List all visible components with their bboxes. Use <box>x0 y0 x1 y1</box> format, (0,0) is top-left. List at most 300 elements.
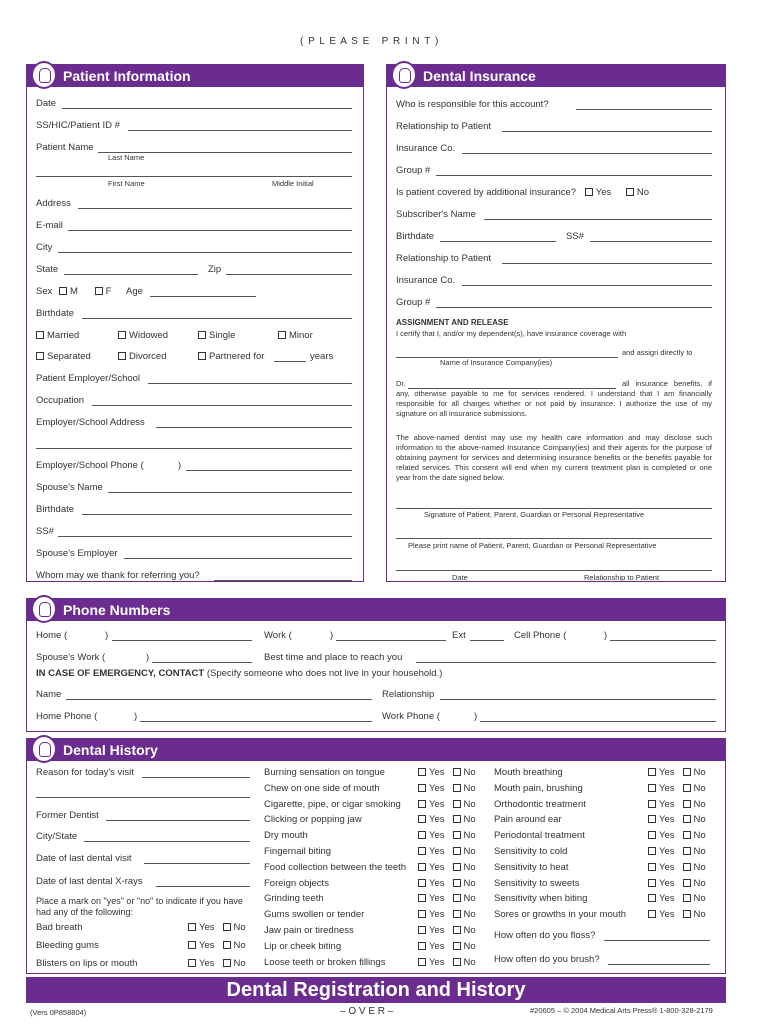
emergency-work-close: ) <box>474 711 478 722</box>
no-label: No <box>693 877 706 889</box>
no-label: No <box>693 861 706 873</box>
emergency-home-close: ) <box>134 711 138 722</box>
birthdate-label: Birthdate <box>36 308 75 319</box>
history-instructions: Place a mark on "yes" or "no" to indicate if you have had any of the following: <box>36 896 243 917</box>
city-field[interactable] <box>58 252 352 253</box>
no-checkbox[interactable] <box>683 815 691 823</box>
tooth-icon <box>31 735 57 763</box>
minor-checkbox[interactable] <box>278 331 286 339</box>
mid-item-label: Foreign objects <box>264 877 329 889</box>
yes-label: Yes <box>659 782 675 794</box>
last-xrays-field[interactable] <box>156 886 250 887</box>
birthdate-field[interactable] <box>82 318 352 319</box>
yes-checkbox[interactable] <box>648 879 656 887</box>
no-label: No <box>463 893 476 905</box>
emergency-label: IN CASE OF EMERGENCY, CONTACT <box>36 668 205 679</box>
yes-label: Yes <box>659 846 675 857</box>
no-checkbox[interactable] <box>453 926 461 934</box>
occupation-label: Occupation <box>36 395 85 406</box>
yes-checkbox[interactable] <box>188 959 196 967</box>
zip-field[interactable] <box>226 274 352 275</box>
yes-checkbox[interactable] <box>188 941 196 949</box>
date-relationship-field[interactable] <box>396 570 712 571</box>
no-label: No <box>463 861 476 873</box>
brush-field[interactable] <box>608 964 710 965</box>
emergency-name-field[interactable] <box>66 699 372 700</box>
occupation-field[interactable] <box>92 405 352 406</box>
no-label: No <box>463 940 476 952</box>
ins-ss-field[interactable] <box>590 241 712 242</box>
additional-insurance-label: Is patient covered by additional insurance? <box>396 187 577 198</box>
no-label: No <box>233 940 246 951</box>
age-label: Age <box>126 286 143 297</box>
right-item-label: Sensitivity to cold <box>494 846 568 857</box>
yes-label: Yes <box>659 830 675 842</box>
sex-f-checkbox[interactable] <box>95 287 103 295</box>
yes-checkbox[interactable] <box>418 847 426 855</box>
yes-checkbox[interactable] <box>648 800 656 808</box>
additional-insurance-row <box>396 187 649 198</box>
no-label: No <box>693 909 706 921</box>
no-label: No <box>463 798 476 810</box>
yes-label: Yes <box>199 922 215 933</box>
subscriber-label: Subscriber's Name <box>396 209 476 220</box>
ss-field[interactable] <box>128 130 352 131</box>
mid-item-label: Dry mouth <box>264 830 308 842</box>
date-field[interactable] <box>62 108 352 109</box>
minor-label: Minor <box>289 330 313 341</box>
cell-label: Cell Phone ( <box>514 630 567 641</box>
group-label: Group # <box>396 165 431 176</box>
yes-label: Yes <box>429 925 445 936</box>
referral-field[interactable] <box>214 580 352 581</box>
right-item-label: Mouth pain, brushing <box>494 782 583 794</box>
no-label: No <box>233 922 246 933</box>
yes-label: Yes <box>659 798 675 810</box>
yes-label: Yes <box>429 846 445 857</box>
spouse-name-label: Spouse's Name <box>36 482 103 493</box>
first-name-field[interactable] <box>36 176 352 177</box>
right-yes-no <box>648 767 706 778</box>
no-checkbox[interactable] <box>683 847 691 855</box>
left-item-label: Bleeding gums <box>36 940 99 951</box>
yes-label: Yes <box>659 909 675 921</box>
yes-checkbox[interactable] <box>648 784 656 792</box>
married-option[interactable] <box>36 330 79 341</box>
no-checkbox[interactable] <box>453 784 461 792</box>
no-checkbox[interactable] <box>683 863 691 871</box>
widowed-checkbox[interactable] <box>118 331 126 339</box>
yes-checkbox[interactable] <box>418 815 426 823</box>
insurance-co2-label: Insurance Co. <box>396 275 456 286</box>
no-checkbox[interactable] <box>453 879 461 887</box>
section-title: Phone Numbers <box>63 602 171 618</box>
no-checkbox[interactable] <box>453 863 461 871</box>
best-time-label: Best time and place to reach you <box>264 652 403 663</box>
former-dentist-field[interactable] <box>106 820 250 821</box>
mid-item-label: Burning sensation on tongue <box>264 767 385 778</box>
insurance-co2-field[interactable] <box>462 285 712 286</box>
no-checkbox[interactable] <box>683 784 691 792</box>
yes-checkbox[interactable] <box>648 831 656 839</box>
no-label: No <box>693 846 706 857</box>
mid-item-label: Clicking or popping jaw <box>264 814 362 826</box>
dr-text: all insurance benefits, if any, otherwise payable to me for services rendered. I understand that I am financially responsible for all charges whether or not paid by insurance. I authorize the use of my signature on all insurance submissions. <box>396 379 712 418</box>
mid-yes-no <box>418 767 476 778</box>
last-name-caption: Last Name <box>108 153 145 162</box>
ext-field[interactable] <box>470 640 504 641</box>
no-checkbox[interactable] <box>223 959 231 967</box>
reason-field[interactable] <box>142 777 250 778</box>
mid-item-label: Chew on one side of mouth <box>264 782 380 794</box>
spouse-work-label: Spouse's Work ( <box>36 652 106 663</box>
insurance-co-field[interactable] <box>462 153 712 154</box>
single-option[interactable] <box>198 330 235 341</box>
no-checkbox[interactable] <box>453 910 461 918</box>
right-item-label: Periodontal treatment <box>494 830 585 842</box>
zip-label: Zip <box>208 264 222 275</box>
relationship2-label: Relationship to Patient <box>396 253 492 264</box>
no-checkbox[interactable] <box>453 831 461 839</box>
floss-label: How often do you floss? <box>494 930 596 941</box>
last-visit-label: Date of last dental visit <box>36 853 132 864</box>
additional-yes-label: Yes <box>595 187 612 198</box>
yes-checkbox[interactable] <box>418 879 426 887</box>
address-label: Address <box>36 198 71 209</box>
yes-checkbox[interactable] <box>648 847 656 855</box>
last-xrays-label: Date of last dental X-rays <box>36 876 143 887</box>
signature-caption: Signature of Patient, Parent, Guardian or Personal Representative <box>424 510 645 519</box>
emergency-relationship-field[interactable] <box>440 699 716 700</box>
left-item-label: Bad breath <box>36 922 83 933</box>
no-label: No <box>463 767 476 778</box>
spouse-ss-label: SS# <box>36 526 54 537</box>
single-checkbox[interactable] <box>198 331 206 339</box>
spouse-birthdate-field[interactable] <box>82 514 352 515</box>
mid-yes-no <box>418 878 476 889</box>
spouse-work-close: ) <box>146 652 150 663</box>
last-visit-field[interactable] <box>144 863 250 864</box>
no-checkbox[interactable] <box>453 942 461 950</box>
mid-item-label: Grinding teeth <box>264 893 324 905</box>
no-checkbox[interactable] <box>453 768 461 776</box>
relationship2-field[interactable] <box>502 263 712 264</box>
left-item-label: Blisters on lips or mouth <box>36 958 138 969</box>
no-checkbox[interactable] <box>683 894 691 902</box>
sex-row <box>36 286 143 297</box>
city-state-label: City/State <box>36 831 78 842</box>
emergency-work-label: Work Phone ( <box>382 711 440 722</box>
subscriber-field[interactable] <box>484 219 712 220</box>
first-name-caption: First Name <box>108 179 145 188</box>
reason-label: Reason for today's visit <box>36 767 134 778</box>
no-label: No <box>463 830 476 842</box>
left-yes-no <box>188 922 246 933</box>
yes-label: Yes <box>429 767 445 778</box>
no-label: No <box>693 798 706 810</box>
mid-item-label: Lip or cheek biting <box>264 940 342 952</box>
no-checkbox[interactable] <box>683 910 691 918</box>
partnered-checkbox[interactable] <box>198 352 206 360</box>
please-print-note: ( P L E A S E P R I N T ) <box>300 36 440 47</box>
group2-label: Group # <box>396 297 431 308</box>
no-label: No <box>693 814 706 826</box>
city-label: City <box>36 242 53 253</box>
divorced-checkbox[interactable] <box>118 352 126 360</box>
state-label: State <box>36 264 59 275</box>
no-label: No <box>463 814 476 826</box>
yes-checkbox[interactable] <box>418 768 426 776</box>
reason-field-2[interactable] <box>36 797 250 798</box>
widowed-option[interactable] <box>118 330 168 341</box>
no-checkbox[interactable] <box>683 831 691 839</box>
no-checkbox[interactable] <box>223 941 231 949</box>
work-phone-field[interactable] <box>336 640 446 641</box>
mid-item-label: Cigarette, pipe, or cigar smoking <box>264 798 401 810</box>
partnered-label: Partnered for <box>209 351 265 362</box>
married-checkbox[interactable] <box>36 331 44 339</box>
mid-yes-no <box>418 957 476 968</box>
former-dentist-label: Former Dentist <box>36 810 99 821</box>
no-checkbox[interactable] <box>453 847 461 855</box>
phone-numbers-panel <box>26 598 726 732</box>
employer-address-field-2[interactable] <box>36 448 352 449</box>
yes-label: Yes <box>659 767 675 778</box>
yes-checkbox[interactable] <box>188 923 196 931</box>
yes-label: Yes <box>429 893 445 905</box>
mid-item-label: Loose teeth or broken fillings <box>264 956 386 968</box>
emergency-row <box>36 668 442 679</box>
mid-yes-no <box>418 909 476 920</box>
cell-close: ) <box>604 630 608 641</box>
mid-yes-no <box>418 830 476 841</box>
insurance-co-label: Insurance Co. <box>396 143 456 154</box>
dental-insurance-header <box>387 65 725 87</box>
right-yes-no <box>648 830 706 841</box>
emergency-name-label: Name <box>36 689 62 700</box>
right-item-label: Sensitivity when biting <box>494 893 588 905</box>
mid-yes-no <box>418 893 476 904</box>
responsible-field[interactable] <box>576 109 712 110</box>
mid-item-label: Gums swollen or tender <box>264 909 365 921</box>
yes-label: Yes <box>659 861 675 873</box>
no-checkbox[interactable] <box>453 815 461 823</box>
relationship-label: Relationship to Patient <box>396 121 492 132</box>
yes-label: Yes <box>429 861 445 873</box>
no-label: No <box>693 782 706 794</box>
floss-field[interactable] <box>604 940 710 941</box>
no-checkbox[interactable] <box>453 958 461 966</box>
sex-m-checkbox[interactable] <box>59 287 67 295</box>
right-yes-no <box>648 846 706 857</box>
home-label: Home ( <box>36 630 68 641</box>
tooth-icon <box>31 61 57 89</box>
yes-checkbox[interactable] <box>418 800 426 808</box>
spouse-employer-field[interactable] <box>124 558 352 559</box>
no-checkbox[interactable] <box>453 894 461 902</box>
right-item-label: Sensitivity to sweets <box>494 877 580 889</box>
assignment-title: ASSIGNMENT AND RELEASE <box>396 318 509 327</box>
print-name-field[interactable] <box>396 538 712 539</box>
mid-item-label: Fingernail biting <box>264 846 332 857</box>
yes-checkbox[interactable] <box>418 784 426 792</box>
home-phone-field[interactable] <box>112 640 252 641</box>
no-label: No <box>693 893 706 905</box>
date-label: Date <box>36 98 57 109</box>
divorced-label: Divorced <box>129 351 167 362</box>
right-yes-no <box>648 862 706 873</box>
additional-yes-checkbox[interactable] <box>585 188 593 196</box>
no-checkbox[interactable] <box>223 923 231 931</box>
yes-checkbox[interactable] <box>418 942 426 950</box>
yes-label: Yes <box>659 814 675 826</box>
best-time-field[interactable] <box>416 662 716 663</box>
ins-ss-label: SS# <box>566 231 584 242</box>
ins-birthdate-field[interactable] <box>440 241 556 242</box>
yes-checkbox[interactable] <box>418 958 426 966</box>
separated-label: Separated <box>47 351 91 362</box>
employer-phone-field[interactable] <box>186 470 352 471</box>
spouse-ss-field[interactable] <box>58 536 352 537</box>
right-yes-no <box>648 799 706 810</box>
tooth-icon <box>31 595 57 623</box>
no-label: No <box>463 909 476 921</box>
partnered-option[interactable] <box>198 351 264 362</box>
yes-label: Yes <box>429 830 445 842</box>
no-checkbox[interactable] <box>683 768 691 776</box>
sig-relationship-caption: Relationship to Patient <box>584 573 660 582</box>
age-field[interactable] <box>150 296 256 297</box>
left-yes-no <box>188 940 246 951</box>
ss-label: SS/HIC/Patient ID # <box>36 120 120 131</box>
consent-text: The above-named dentist may use my health care information and may disclose such information to the above-named Insurance Company(ies) and their agents for the purpose of obtaining payment for services and determining insurance benefits or the benefits payable for related services. This consent will end when my current treatment plan is completed or one year from the date signed below. <box>396 433 712 482</box>
city-state-field[interactable] <box>84 841 250 842</box>
mid-yes-no <box>418 862 476 873</box>
spouse-birthdate-label: Birthdate <box>36 504 75 515</box>
sex-m-label: M <box>70 286 78 297</box>
work-label: Work ( <box>264 630 292 641</box>
minor-option[interactable] <box>278 330 313 341</box>
yes-checkbox[interactable] <box>648 863 656 871</box>
widowed-label: Widowed <box>129 330 169 341</box>
no-label: No <box>693 767 706 778</box>
no-checkbox[interactable] <box>453 800 461 808</box>
yes-checkbox[interactable] <box>418 831 426 839</box>
cell-phone-field[interactable] <box>610 640 716 641</box>
middle-initial-caption: Middle Initial <box>272 179 314 188</box>
employer-address-field[interactable] <box>156 427 352 428</box>
spouse-work-field[interactable] <box>152 662 252 663</box>
left-yes-no <box>188 958 246 969</box>
address-field[interactable] <box>78 208 352 209</box>
emergency-work-field[interactable] <box>480 721 716 722</box>
sig-date-caption: Date <box>452 573 468 582</box>
yes-label: Yes <box>429 877 445 889</box>
form-title: Dental Registration and History <box>26 977 726 1003</box>
brush-label: How often do you brush? <box>494 954 600 965</box>
right-item-label: Sensitivity to heat <box>494 861 569 873</box>
yes-label: Yes <box>429 909 445 921</box>
mid-yes-no <box>418 783 476 794</box>
phone-numbers-header <box>27 599 725 621</box>
no-label: No <box>693 830 706 842</box>
ins-company-names-caption: Name of Insurance Company(ies) <box>440 358 553 367</box>
partnered-years-field[interactable] <box>274 361 306 362</box>
employer-phone-close: ) <box>178 460 182 471</box>
signature-field[interactable] <box>396 508 712 509</box>
divorced-option[interactable] <box>118 351 167 362</box>
right-item-label: Pain around ear <box>494 814 562 826</box>
mid-item-label: Jaw pain or tiredness <box>264 925 354 936</box>
spouse-name-field[interactable] <box>108 492 352 493</box>
right-yes-no <box>648 893 706 904</box>
no-label: No <box>463 956 476 968</box>
yes-checkbox[interactable] <box>648 815 656 823</box>
right-yes-no <box>648 814 706 825</box>
yes-label: Yes <box>659 877 675 889</box>
yes-checkbox[interactable] <box>418 926 426 934</box>
employer-address-label: Employer/School Address <box>36 417 145 428</box>
sex-f-label: F <box>105 286 112 297</box>
yes-checkbox[interactable] <box>418 863 426 871</box>
right-yes-no <box>648 783 706 794</box>
referral-label: Whom may we thank for referring you? <box>36 570 200 581</box>
no-checkbox[interactable] <box>683 800 691 808</box>
sex-label: Sex <box>36 286 53 297</box>
yes-checkbox[interactable] <box>418 910 426 918</box>
right-item-label: Orthodontic treatment <box>494 798 586 810</box>
email-field[interactable] <box>68 230 352 231</box>
mid-yes-no <box>418 925 476 936</box>
responsible-label: Who is responsible for this account? <box>396 99 549 110</box>
section-title: Patient Information <box>63 68 191 84</box>
yes-checkbox[interactable] <box>648 768 656 776</box>
no-checkbox[interactable] <box>683 879 691 887</box>
years-label: years <box>310 351 334 362</box>
state-field[interactable] <box>64 274 198 275</box>
tooth-icon <box>391 61 417 89</box>
relationship-field[interactable] <box>502 131 712 132</box>
assign-directly-text: and assign directly to <box>622 348 693 357</box>
employer-phone-label: Employer/School Phone ( <box>36 460 144 471</box>
emergency-home-field[interactable] <box>140 721 372 722</box>
yes-checkbox[interactable] <box>418 894 426 902</box>
right-item-label: Mouth breathing <box>494 767 563 778</box>
additional-no-checkbox[interactable] <box>626 188 634 196</box>
dental-history-header <box>27 739 725 761</box>
yes-label: Yes <box>199 958 215 969</box>
separated-checkbox[interactable] <box>36 352 44 360</box>
employer-field[interactable] <box>148 383 352 384</box>
additional-no-label: No <box>636 187 650 198</box>
group-field[interactable] <box>436 175 712 176</box>
mid-item-label: Food collection between the teeth <box>264 861 407 873</box>
single-label: Single <box>209 330 236 341</box>
mid-yes-no <box>418 941 476 952</box>
group2-field[interactable] <box>436 307 712 308</box>
no-label: No <box>463 782 476 794</box>
spouse-employer-label: Spouse's Employer <box>36 548 118 559</box>
separated-option[interactable] <box>36 351 91 362</box>
certify-text: I certify that I, and/or my dependent(s), have insurance coverage with <box>396 329 627 338</box>
emergency-home-label: Home Phone ( <box>36 711 98 722</box>
mid-yes-no <box>418 846 476 857</box>
yes-checkbox[interactable] <box>648 910 656 918</box>
home-close: ) <box>105 630 109 641</box>
work-close: ) <box>330 630 334 641</box>
emergency-relationship-label: Relationship <box>382 689 435 700</box>
yes-checkbox[interactable] <box>648 894 656 902</box>
